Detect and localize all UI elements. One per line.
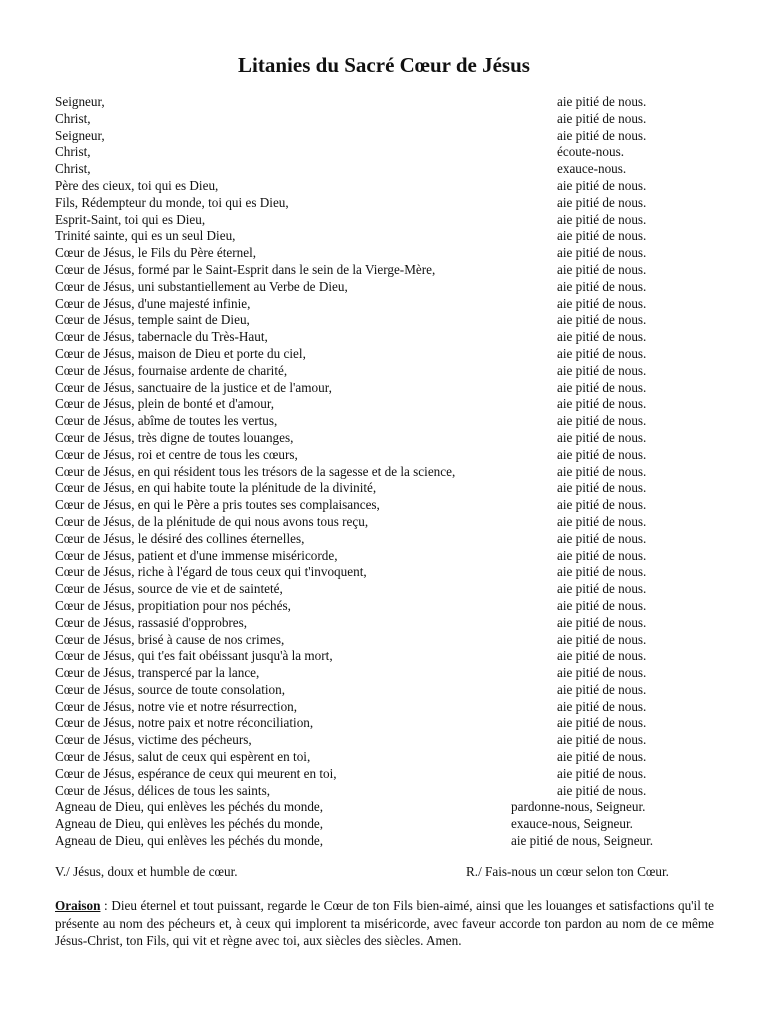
litany-row [55, 766, 725, 783]
invocation-text: Cœur de Jésus, temple saint de Dieu, [55, 312, 250, 328]
invocation-text: Cœur de Jésus, maison de Dieu et porte du ciel, [55, 345, 306, 361]
response-text: aie pitié de nous. [557, 228, 647, 244]
response-text: aie pitié de nous. [557, 413, 647, 429]
invocation-text: Cœur de Jésus, notre vie et notre résurrection, [55, 698, 298, 714]
invocation-text: Cœur de Jésus, très digne de toutes louanges, [55, 429, 294, 445]
page-title: Litanies du Sacré Cœur de Jésus [238, 53, 530, 77]
agnus-row [55, 799, 725, 816]
response-text: pardonne-nous, Seigneur. [511, 799, 646, 815]
invocation-text: Christ, [55, 110, 91, 126]
litany-row [55, 615, 725, 632]
invocation-text: Cœur de Jésus, uni substantiellement au Verbe de Dieu, [55, 278, 348, 294]
response-text: aie pitié de nous. [557, 614, 647, 630]
litany-row [55, 161, 725, 178]
litany-row [55, 396, 725, 413]
versicle-v: V./ Jésus, doux et humble de cœur. [55, 864, 238, 879]
invocation-text: Seigneur, [55, 127, 105, 143]
litany-row [55, 447, 725, 464]
litany-row [55, 514, 725, 531]
litany-row [55, 531, 725, 548]
response-text: aie pitié de nous, Seigneur. [511, 833, 654, 849]
invocation-text: Christ, [55, 161, 91, 177]
invocation-text: Cœur de Jésus, de la plénitude de qui nous avons tous reçu, [55, 513, 369, 529]
response-text: aie pitié de nous. [557, 597, 647, 613]
litany-row [55, 363, 725, 380]
invocation-text: Agneau de Dieu, qui enlèves les péchés du monde, [55, 816, 324, 832]
invocation-text: Cœur de Jésus, transpercé par la lance, [55, 665, 260, 681]
invocation-text: Cœur de Jésus, patient et d'une immense miséricorde, [55, 547, 338, 563]
invocation-text: Cœur de Jésus, espérance de ceux qui meurent en toi, [55, 765, 337, 781]
response-text: aie pitié de nous. [557, 715, 647, 731]
invocation-text: Esprit-Saint, toi qui es Dieu, [55, 211, 206, 227]
response-text: aie pitié de nous. [557, 312, 647, 328]
litany-row [55, 648, 725, 665]
litany-row [55, 346, 725, 363]
litany-row [55, 665, 725, 682]
agnus-row [55, 833, 725, 850]
invocation-text: Cœur de Jésus, qui t'es fait obéissant jusqu'à la mort, [55, 648, 333, 664]
invocation-text: Cœur de Jésus, en qui le Père a pris toutes ses complaisances, [55, 497, 380, 513]
litany-row [55, 699, 725, 716]
invocation-text: Cœur de Jésus, fournaise ardente de charité, [55, 362, 288, 378]
response-text: aie pitié de nous. [557, 127, 647, 143]
response-text: aie pitié de nous. [557, 211, 647, 227]
litany-row [55, 178, 725, 195]
response-text: aie pitié de nous. [557, 681, 647, 697]
agnus-row [55, 816, 725, 833]
invocation-text: Cœur de Jésus, brisé à cause de nos crimes, [55, 631, 285, 647]
litany-list [55, 94, 725, 850]
invocation-text: Cœur de Jésus, en qui habite toute la plénitude de la divinité, [55, 480, 377, 496]
invocation-text: Agneau de Dieu, qui enlèves les péchés du monde, [55, 799, 324, 815]
prayer-paragraph [55, 897, 714, 950]
response-text: aie pitié de nous. [557, 530, 647, 546]
response-text: aie pitié de nous. [557, 429, 647, 445]
litany-row [55, 195, 725, 212]
response-text: aie pitié de nous. [557, 749, 647, 765]
litany-row [55, 380, 725, 397]
invocation-text: Cœur de Jésus, en qui résident tous les trésors de la sagesse et de la science, [55, 463, 456, 479]
litany-row [55, 228, 725, 245]
litany-row [55, 464, 725, 481]
response-text: aie pitié de nous. [557, 665, 647, 681]
response-text: aie pitié de nous. [557, 345, 647, 361]
invocation-text: Cœur de Jésus, source de vie et de sainteté, [55, 581, 283, 597]
litany-row [55, 715, 725, 732]
invocation-text: Trinité sainte, qui es un seul Dieu, [55, 228, 236, 244]
response-text: aie pitié de nous. [557, 110, 647, 126]
response-text: aie pitié de nous. [557, 648, 647, 664]
invocation-text: Cœur de Jésus, plein de bonté et d'amour, [55, 396, 275, 412]
response-text: aie pitié de nous. [557, 581, 647, 597]
invocation-text: Cœur de Jésus, le Fils du Père éternel, [55, 245, 257, 261]
invocation-text: Cœur de Jésus, riche à l'égard de tous ceux qui t'invoquent, [55, 564, 367, 580]
response-text: aie pitié de nous. [557, 732, 647, 748]
invocation-text: Seigneur, [55, 94, 105, 109]
litany-row [55, 732, 725, 749]
invocation-text: Cœur de Jésus, tabernacle du Très-Haut, [55, 329, 268, 345]
invocation-text: Cœur de Jésus, propitiation pour nos péchés, [55, 597, 291, 613]
invocation-text: Agneau de Dieu, qui enlèves les péchés du monde, [55, 833, 324, 849]
litany-row [55, 564, 725, 581]
response-text: aie pitié de nous. [557, 446, 647, 462]
invocation-text: Cœur de Jésus, abîme de toutes les vertus, [55, 413, 278, 429]
response-text: aie pitié de nous. [557, 698, 647, 714]
response-text: aie pitié de nous. [557, 194, 647, 210]
prayer-label: Oraison [55, 898, 101, 913]
response-text: aie pitié de nous. [557, 245, 647, 261]
response-text: aie pitié de nous. [557, 463, 647, 479]
invocation-text: Père des cieux, toi qui es Dieu, [55, 177, 219, 193]
invocation-text: Cœur de Jésus, salut de ceux qui espèrent en toi, [55, 749, 311, 765]
litany-row [55, 329, 725, 346]
response-text: aie pitié de nous. [557, 782, 647, 798]
response-text: aie pitié de nous. [557, 564, 647, 580]
invocation-text: Cœur de Jésus, délices de tous les saints, [55, 782, 270, 798]
litany-row [55, 430, 725, 447]
litany-row [55, 632, 725, 649]
invocation-text: Cœur de Jésus, victime des pécheurs, [55, 732, 252, 748]
litany-row [55, 548, 725, 565]
litany-row [55, 581, 725, 598]
invocation-text: Cœur de Jésus, formé par le Saint-Esprit dans le sein de la Vierge-Mère, [55, 261, 436, 277]
response-text: exauce-nous, Seigneur. [511, 816, 633, 832]
response-text: aie pitié de nous. [557, 513, 647, 529]
response-text: aie pitié de nous. [557, 765, 647, 781]
litany-row [55, 245, 725, 262]
litany-row [55, 480, 725, 497]
invocation-text: Cœur de Jésus, rassasié d'opprobres, [55, 614, 248, 630]
response-text: aie pitié de nous. [557, 480, 647, 496]
litany-row [55, 296, 725, 313]
response-text: exauce-nous. [557, 161, 627, 177]
response-text: aie pitié de nous. [557, 547, 647, 563]
invocation-text: Fils, Rédempteur du monde, toi qui es Dieu, [55, 194, 289, 210]
versicle-line [55, 863, 705, 881]
invocation-text: Cœur de Jésus, source de toute consolation, [55, 681, 286, 697]
response-text: aie pitié de nous. [557, 94, 647, 109]
litany-row [55, 144, 725, 161]
response-text: aie pitié de nous. [557, 631, 647, 647]
response-text: aie pitié de nous. [557, 261, 647, 277]
response-text: aie pitié de nous. [557, 396, 647, 412]
litany-row [55, 497, 725, 514]
invocation-text: Cœur de Jésus, roi et centre de tous les cœurs, [55, 446, 298, 462]
response-text: aie pitié de nous. [557, 497, 647, 513]
prayer-text: : Dieu éternel et tout puissant, regarde le Cœur de ton Fils bien-aimé, ainsi que les louanges et satisfactions qu'il te présente au nom des pécheurs et, à ceux qui implorent ta miséricorde, avec faveur accorde ton pardon au nom de ce même Jésus-Christ, ton Fils, qui vit et règne avec toi, aux siècles des siècles. Amen. [55, 898, 714, 948]
response-text: aie pitié de nous. [557, 278, 647, 294]
litany-row [55, 312, 725, 329]
response-text: écoute-nous. [557, 144, 625, 160]
invocation-text: Cœur de Jésus, d'une majesté infinie, [55, 295, 251, 311]
response-text: aie pitié de nous. [557, 362, 647, 378]
response-text: aie pitié de nous. [557, 379, 647, 395]
litany-row [55, 682, 725, 699]
litany-row [55, 212, 725, 229]
invocation-text: Cœur de Jésus, le désiré des collines éternelles, [55, 530, 305, 546]
response-text: aie pitié de nous. [557, 295, 647, 311]
invocation-text: Cœur de Jésus, sanctuaire de la justice et de l'amour, [55, 379, 332, 395]
litany-row [55, 413, 725, 430]
response-text: aie pitié de nous. [557, 177, 647, 193]
litany-row [55, 94, 725, 111]
litany-row [55, 128, 725, 145]
litany-row [55, 598, 725, 615]
litany-row [55, 749, 725, 766]
litany-row [55, 279, 725, 296]
litany-row [55, 262, 725, 279]
versicle-r: R./ Fais-nous un cœur selon ton Cœur. [466, 864, 669, 879]
invocation-text: Christ, [55, 144, 91, 160]
response-text: aie pitié de nous. [557, 329, 647, 345]
invocation-text: Cœur de Jésus, notre paix et notre réconciliation, [55, 715, 314, 731]
litany-row [55, 783, 725, 800]
litany-row [55, 111, 725, 128]
